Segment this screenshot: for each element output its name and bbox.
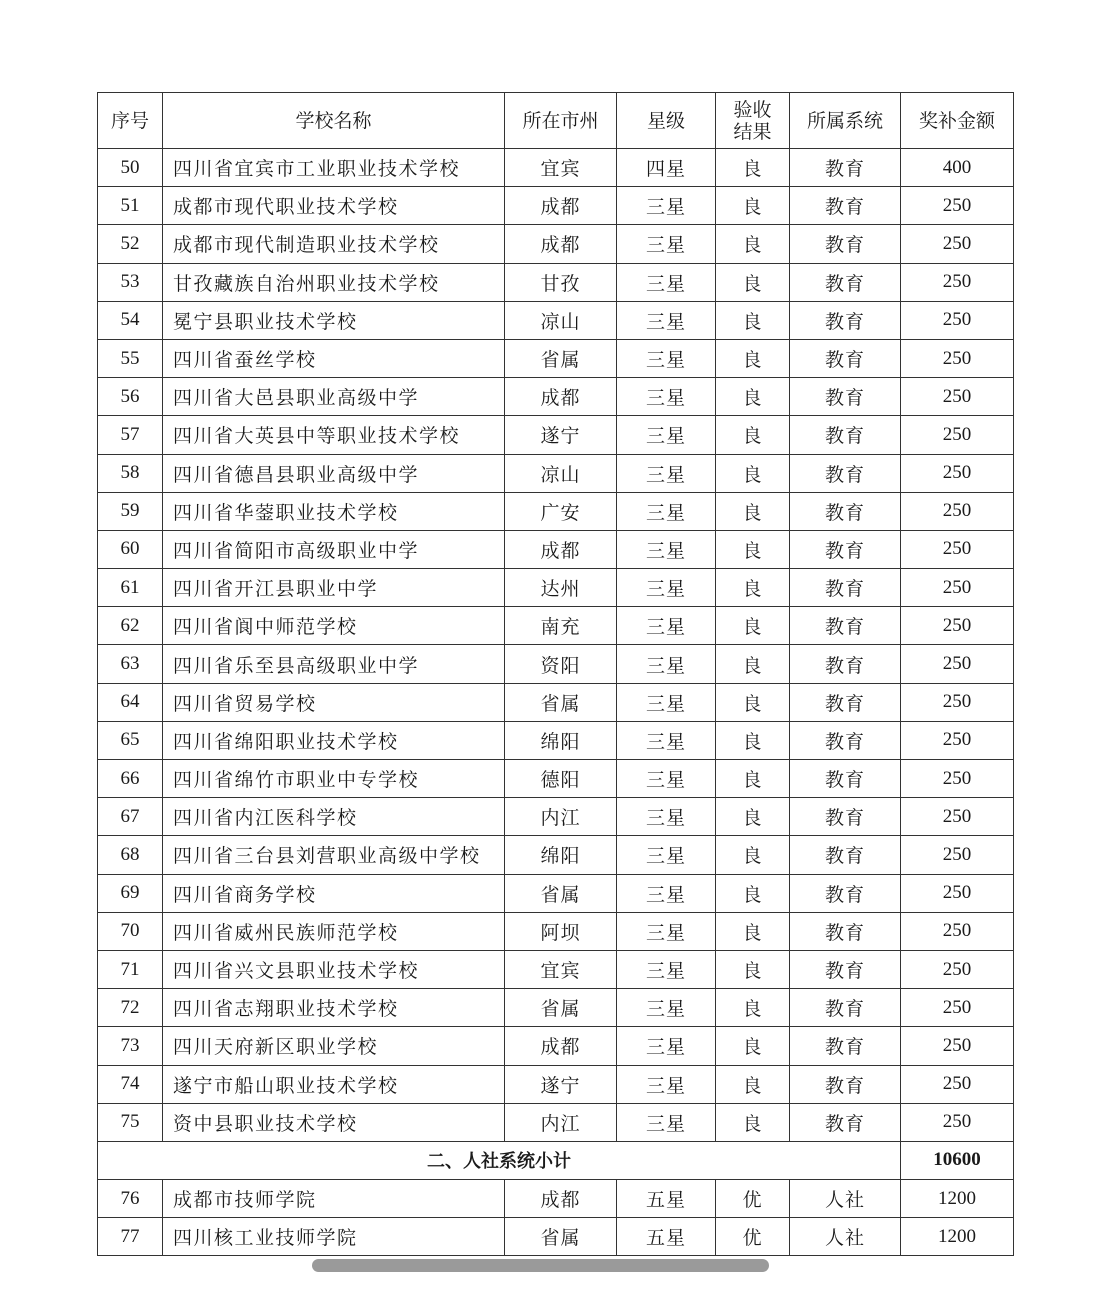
cell-star: 三星 [617,836,716,874]
cell-no: 53 [98,263,163,301]
cell-no: 60 [98,530,163,568]
cell-city: 宜宾 [505,950,617,988]
cell-no: 56 [98,378,163,416]
table-row [98,569,1014,607]
cell-amount: 250 [901,416,1014,454]
cell-city: 资阳 [505,645,617,683]
header-result-line1: 验收 [733,98,772,121]
cell-school-name: 四川省德昌县职业高级中学 [163,454,505,492]
header-result [716,93,790,149]
cell-city: 成都 [505,1027,617,1065]
cell-system: 教育 [790,149,901,187]
table-row [98,1180,1014,1218]
cell-no: 69 [98,874,163,912]
cell-city: 达州 [505,569,617,607]
cell-system: 教育 [790,989,901,1027]
cell-system: 教育 [790,225,901,263]
header-no: 序号 [98,93,163,149]
cell-city: 内江 [505,798,617,836]
cell-system: 教育 [790,569,901,607]
cell-city: 德阳 [505,760,617,798]
cell-amount: 250 [901,187,1014,225]
cell-amount: 250 [901,492,1014,530]
cell-result: 良 [716,263,790,301]
cell-school-name: 四川省绵竹市职业中专学校 [163,760,505,798]
cell-system: 教育 [790,1027,901,1065]
table-body [98,149,1014,1256]
cell-star: 三星 [617,912,716,950]
header-system: 所属系统 [790,93,901,149]
cell-result: 良 [716,454,790,492]
cell-city: 甘孜 [505,263,617,301]
cell-result: 良 [716,1065,790,1103]
cell-star: 三星 [617,530,716,568]
cell-result: 良 [716,492,790,530]
cell-city: 南充 [505,607,617,645]
cell-system: 教育 [790,187,901,225]
cell-no: 57 [98,416,163,454]
subtotal-row [98,1141,1014,1179]
cell-result: 优 [716,1218,790,1256]
cell-no: 68 [98,836,163,874]
cell-star: 三星 [617,492,716,530]
cell-result: 良 [716,149,790,187]
cell-city: 省属 [505,683,617,721]
cell-school-name: 四川省内江医科学校 [163,798,505,836]
cell-school-name: 四川省兴文县职业技术学校 [163,950,505,988]
cell-result: 良 [716,301,790,339]
cell-school-name: 甘孜藏族自治州职业技术学校 [163,263,505,301]
cell-school-name: 四川省开江县职业中学 [163,569,505,607]
cell-city: 阿坝 [505,912,617,950]
cell-system: 教育 [790,721,901,759]
cell-system: 教育 [790,645,901,683]
cell-result: 良 [716,1103,790,1141]
cell-school-name: 四川省威州民族师范学校 [163,912,505,950]
cell-school-name: 四川省商务学校 [163,874,505,912]
table-row [98,645,1014,683]
cell-star: 三星 [617,798,716,836]
cell-school-name: 四川省志翔职业技术学校 [163,989,505,1027]
cell-no: 76 [98,1180,163,1218]
cell-school-name: 四川省绵阳职业技术学校 [163,721,505,759]
cell-no: 52 [98,225,163,263]
cell-star: 三星 [617,187,716,225]
header-amount: 奖补金额 [901,93,1014,149]
table-row [98,454,1014,492]
cell-city: 省属 [505,989,617,1027]
cell-city: 成都 [505,530,617,568]
cell-system: 教育 [790,874,901,912]
cell-amount: 250 [901,721,1014,759]
cell-system: 教育 [790,760,901,798]
cell-result: 优 [716,1180,790,1218]
cell-system: 教育 [790,950,901,988]
table-row [98,760,1014,798]
cell-amount: 1200 [901,1180,1014,1218]
cell-star: 五星 [617,1180,716,1218]
cell-city: 宜宾 [505,149,617,187]
table-row [98,798,1014,836]
cell-school-name: 四川省阆中师范学校 [163,607,505,645]
cell-no: 54 [98,301,163,339]
cell-amount: 250 [901,301,1014,339]
cell-result: 良 [716,339,790,377]
cell-result: 良 [716,721,790,759]
cell-city: 内江 [505,1103,617,1141]
cell-amount: 250 [901,1103,1014,1141]
table-row [98,874,1014,912]
cell-result: 良 [716,912,790,950]
table-row [98,225,1014,263]
cell-star: 三星 [617,989,716,1027]
table-row [98,912,1014,950]
cell-star: 三星 [617,225,716,263]
cell-amount: 250 [901,874,1014,912]
header-result-line2: 结果 [733,120,772,143]
cell-star: 五星 [617,1218,716,1256]
cell-amount: 250 [901,1027,1014,1065]
table-row [98,263,1014,301]
cell-no: 75 [98,1103,163,1141]
cell-no: 67 [98,798,163,836]
cell-amount: 250 [901,798,1014,836]
cell-school-name: 四川省乐至县高级职业中学 [163,645,505,683]
cell-star: 三星 [617,874,716,912]
cell-no: 64 [98,683,163,721]
cell-school-name: 四川省华蓥职业技术学校 [163,492,505,530]
cell-city: 省属 [505,339,617,377]
cell-no: 73 [98,1027,163,1065]
cell-amount: 250 [901,912,1014,950]
cell-result: 良 [716,874,790,912]
cell-school-name: 四川省大邑县职业高级中学 [163,378,505,416]
header-school-name: 学校名称 [163,93,505,149]
cell-no: 72 [98,989,163,1027]
cell-result: 良 [716,530,790,568]
table-row [98,187,1014,225]
cell-school-name: 四川省三台县刘营职业高级中学校 [163,836,505,874]
cell-city: 省属 [505,874,617,912]
cell-result: 良 [716,607,790,645]
cell-no: 51 [98,187,163,225]
cell-no: 61 [98,569,163,607]
cell-star: 三星 [617,1103,716,1141]
table-row [98,1065,1014,1103]
cell-amount: 250 [901,950,1014,988]
cell-city: 成都 [505,378,617,416]
table-row [98,149,1014,187]
cell-system: 教育 [790,836,901,874]
cell-city: 成都 [505,187,617,225]
cell-city: 凉山 [505,454,617,492]
table-row [98,607,1014,645]
header-star: 星级 [617,93,716,149]
table-row [98,1218,1014,1256]
school-subsidy-table-container [97,92,1013,1256]
cell-result: 良 [716,798,790,836]
cell-star: 三星 [617,645,716,683]
cell-result: 良 [716,989,790,1027]
cell-amount: 250 [901,530,1014,568]
cell-star: 三星 [617,416,716,454]
cell-no: 62 [98,607,163,645]
table-row [98,530,1014,568]
cell-amount: 250 [901,263,1014,301]
cell-city: 绵阳 [505,836,617,874]
cell-result: 良 [716,378,790,416]
table-row [98,950,1014,988]
cell-system: 教育 [790,339,901,377]
cell-no: 58 [98,454,163,492]
cell-system: 教育 [790,301,901,339]
cell-amount: 250 [901,225,1014,263]
cell-school-name: 四川省贸易学校 [163,683,505,721]
cell-school-name: 四川省宜宾市工业职业技术学校 [163,149,505,187]
cell-star: 四星 [617,149,716,187]
cell-no: 74 [98,1065,163,1103]
cell-no: 65 [98,721,163,759]
cell-star: 三星 [617,263,716,301]
cell-amount: 250 [901,760,1014,798]
table-row [98,378,1014,416]
cell-amount: 250 [901,683,1014,721]
cell-star: 三星 [617,683,716,721]
cell-result: 良 [716,225,790,263]
horizontal-scrollbar[interactable] [312,1259,769,1272]
cell-school-name: 成都市现代职业技术学校 [163,187,505,225]
cell-school-name: 成都市现代制造职业技术学校 [163,225,505,263]
cell-amount: 250 [901,607,1014,645]
table-row [98,492,1014,530]
cell-no: 77 [98,1218,163,1256]
cell-city: 遂宁 [505,416,617,454]
cell-result: 良 [716,569,790,607]
cell-city: 省属 [505,1218,617,1256]
cell-result: 良 [716,187,790,225]
subtotal-amount: 10600 [901,1141,1014,1179]
cell-no: 55 [98,339,163,377]
cell-amount: 400 [901,149,1014,187]
cell-system: 教育 [790,912,901,950]
cell-system: 教育 [790,416,901,454]
cell-city: 遂宁 [505,1065,617,1103]
cell-result: 良 [716,836,790,874]
header-city: 所在市州 [505,93,617,149]
cell-result: 良 [716,683,790,721]
table-row [98,836,1014,874]
cell-school-name: 四川省大英县中等职业技术学校 [163,416,505,454]
cell-star: 三星 [617,339,716,377]
table-header-row [98,93,1014,149]
cell-system: 教育 [790,378,901,416]
cell-no: 59 [98,492,163,530]
cell-star: 三星 [617,1065,716,1103]
cell-amount: 250 [901,836,1014,874]
cell-amount: 250 [901,454,1014,492]
cell-system: 教育 [790,607,901,645]
cell-star: 三星 [617,454,716,492]
cell-no: 50 [98,149,163,187]
cell-amount: 250 [901,378,1014,416]
cell-school-name: 四川核工业技师学院 [163,1218,505,1256]
cell-no: 70 [98,912,163,950]
cell-system: 教育 [790,454,901,492]
cell-system: 教育 [790,683,901,721]
cell-star: 三星 [617,950,716,988]
cell-school-name: 四川省蚕丝学校 [163,339,505,377]
cell-amount: 250 [901,989,1014,1027]
cell-star: 三星 [617,607,716,645]
cell-star: 三星 [617,378,716,416]
cell-school-name: 遂宁市船山职业技术学校 [163,1065,505,1103]
cell-system: 教育 [790,1065,901,1103]
table-row [98,721,1014,759]
cell-no: 63 [98,645,163,683]
cell-system: 教育 [790,492,901,530]
cell-star: 三星 [617,760,716,798]
cell-school-name: 四川天府新区职业学校 [163,1027,505,1065]
cell-city: 绵阳 [505,721,617,759]
cell-result: 良 [716,760,790,798]
cell-star: 三星 [617,1027,716,1065]
cell-city: 成都 [505,1180,617,1218]
cell-amount: 1200 [901,1218,1014,1256]
cell-star: 三星 [617,569,716,607]
cell-star: 三星 [617,721,716,759]
school-subsidy-table [97,92,1014,1256]
cell-system: 教育 [790,263,901,301]
cell-no: 66 [98,760,163,798]
cell-system: 人社 [790,1180,901,1218]
cell-school-name: 冕宁县职业技术学校 [163,301,505,339]
cell-city: 凉山 [505,301,617,339]
cell-system: 人社 [790,1218,901,1256]
cell-school-name: 资中县职业技术学校 [163,1103,505,1141]
cell-result: 良 [716,645,790,683]
cell-city: 广安 [505,492,617,530]
cell-amount: 250 [901,645,1014,683]
table-row [98,1103,1014,1141]
cell-no: 71 [98,950,163,988]
subtotal-label: 二、人社系统小计 [98,1141,901,1179]
cell-amount: 250 [901,569,1014,607]
table-row [98,301,1014,339]
cell-amount: 250 [901,339,1014,377]
cell-result: 良 [716,416,790,454]
cell-school-name: 四川省简阳市高级职业中学 [163,530,505,568]
table-row [98,339,1014,377]
cell-system: 教育 [790,1103,901,1141]
cell-school-name: 成都市技师学院 [163,1180,505,1218]
table-row [98,416,1014,454]
cell-star: 三星 [617,301,716,339]
table-row [98,683,1014,721]
cell-amount: 250 [901,1065,1014,1103]
table-row [98,989,1014,1027]
cell-result: 良 [716,950,790,988]
cell-city: 成都 [505,225,617,263]
table-row [98,1027,1014,1065]
cell-result: 良 [716,1027,790,1065]
cell-system: 教育 [790,530,901,568]
cell-system: 教育 [790,798,901,836]
